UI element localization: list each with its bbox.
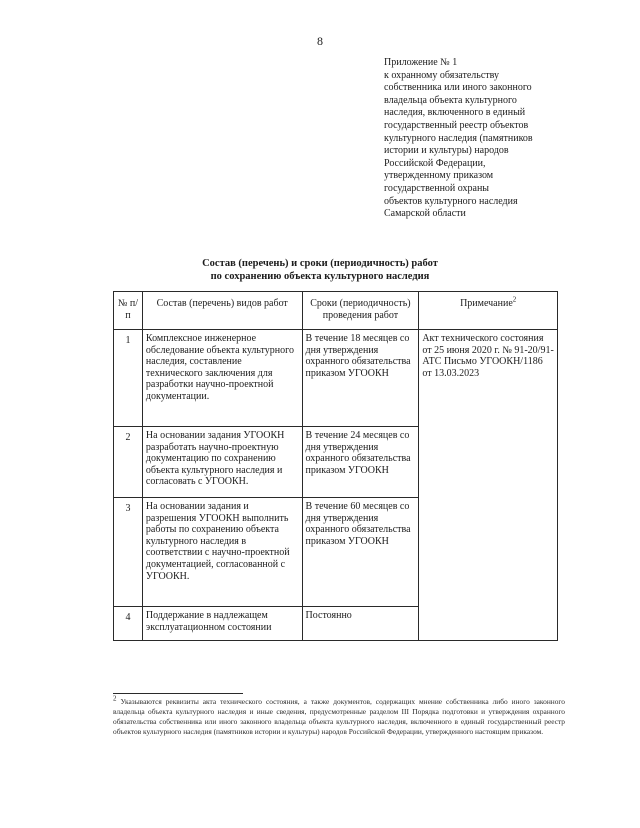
row-num: 2 [114,427,143,498]
row-num: 4 [114,607,143,641]
row-num: 1 [114,330,143,427]
table-row [114,427,558,498]
works-table [113,291,558,641]
page-number: 8 [317,34,323,48]
row-note: Акт технического состояния от 25 июня 2020 г. № 91-20/91-АТС Письмо УГООКН/1186 от 13.03.2023 [419,330,558,427]
row-terms: В течение 24 месяцев со дня утверждения охранного обязательства приказом УГООКН [302,427,419,498]
row-terms: В течение 18 месяцев со дня утверждения охранного обязательства приказом УГООКН [302,330,419,427]
annex-line: наследия, включенного в единый [384,107,526,119]
table-row [114,330,558,427]
annex-line: государственный реестр объектов [384,119,529,131]
header-terms: Сроки (периодичность) проведения работ [302,292,419,330]
table-header-row [114,292,558,330]
header-note [419,292,558,330]
header-num: № п/п [114,292,143,330]
title-line: по сохранению объекта культурного наследия [210,271,430,282]
header-works: Состав (перечень) видов работ [142,292,302,330]
row-num: 3 [114,498,143,607]
annex-line: культурного наследия (памятников [384,132,533,144]
footnote-text: Указываются реквизиты акта технического состояния, а также документов, содержащих мнение собственника либо иного законного владельца объекта культурного наследия и иные сведения, предусмотренные разделом III Порядка подготовки и утверждения охранного обязательства собственника или иного законного владельца объекта культурного наследия, включенного в единый государственный реестр объектов культурного наследия (памятников истории и культуры) народов Российской Федерации, утвержденного настоящим приказом. [113,697,565,736]
document-title [0,257,640,283]
annex-line: государственной охраны [384,182,490,194]
row-works: На основании задания УГООКН разработать научно-проектную документацию по сохранению объекта культурного наследия и согласовать с УГООКН. [142,427,302,498]
row-works: Поддержание в надлежащем эксплуатационном состоянии [142,607,302,641]
annex-line: истории и культуры) народов [384,145,509,157]
table-row [114,607,558,641]
row-works: Комплексное инженерное обследование объекта культурного наследия, составление технического заключения для разработки научно-проектной документации. [142,330,302,427]
annex-line: к охранному обязательству [384,69,500,81]
row-terms: Постоянно [302,607,419,641]
title-line: Состав (перечень) и сроки (периодичность) работ [202,258,438,269]
annex-line: собственника или иного законного [384,82,532,94]
row-note [419,607,558,641]
row-terms: В течение 60 месяцев со дня утверждения охранного обязательства приказом УГООКН [302,498,419,607]
annex-line: объектов культурного наследия [384,195,518,207]
footnote-ref: 2 [512,295,517,304]
row-note [419,498,558,607]
row-note [419,427,558,498]
annex-line: владельца объекта культурного [384,94,517,106]
table-row [114,498,558,607]
header-note-label: Примечание [460,298,513,309]
annex-line: Российской Федерации, [384,157,486,169]
annex-heading [384,57,574,221]
row-works: На основании задания и разрешения УГООКН выполнить работы по сохранению объекта культурного наследия в соответствии с научно-проектной документацией, согласованной с УГООКН. [142,498,302,607]
footnote-mark: 2 [113,694,117,703]
annex-line: Приложение № 1 [384,57,458,68]
footnote [113,694,565,737]
annex-line: Самарской области [384,208,466,220]
footnote-divider [113,693,243,694]
annex-line: утвержденному приказом [384,170,494,182]
